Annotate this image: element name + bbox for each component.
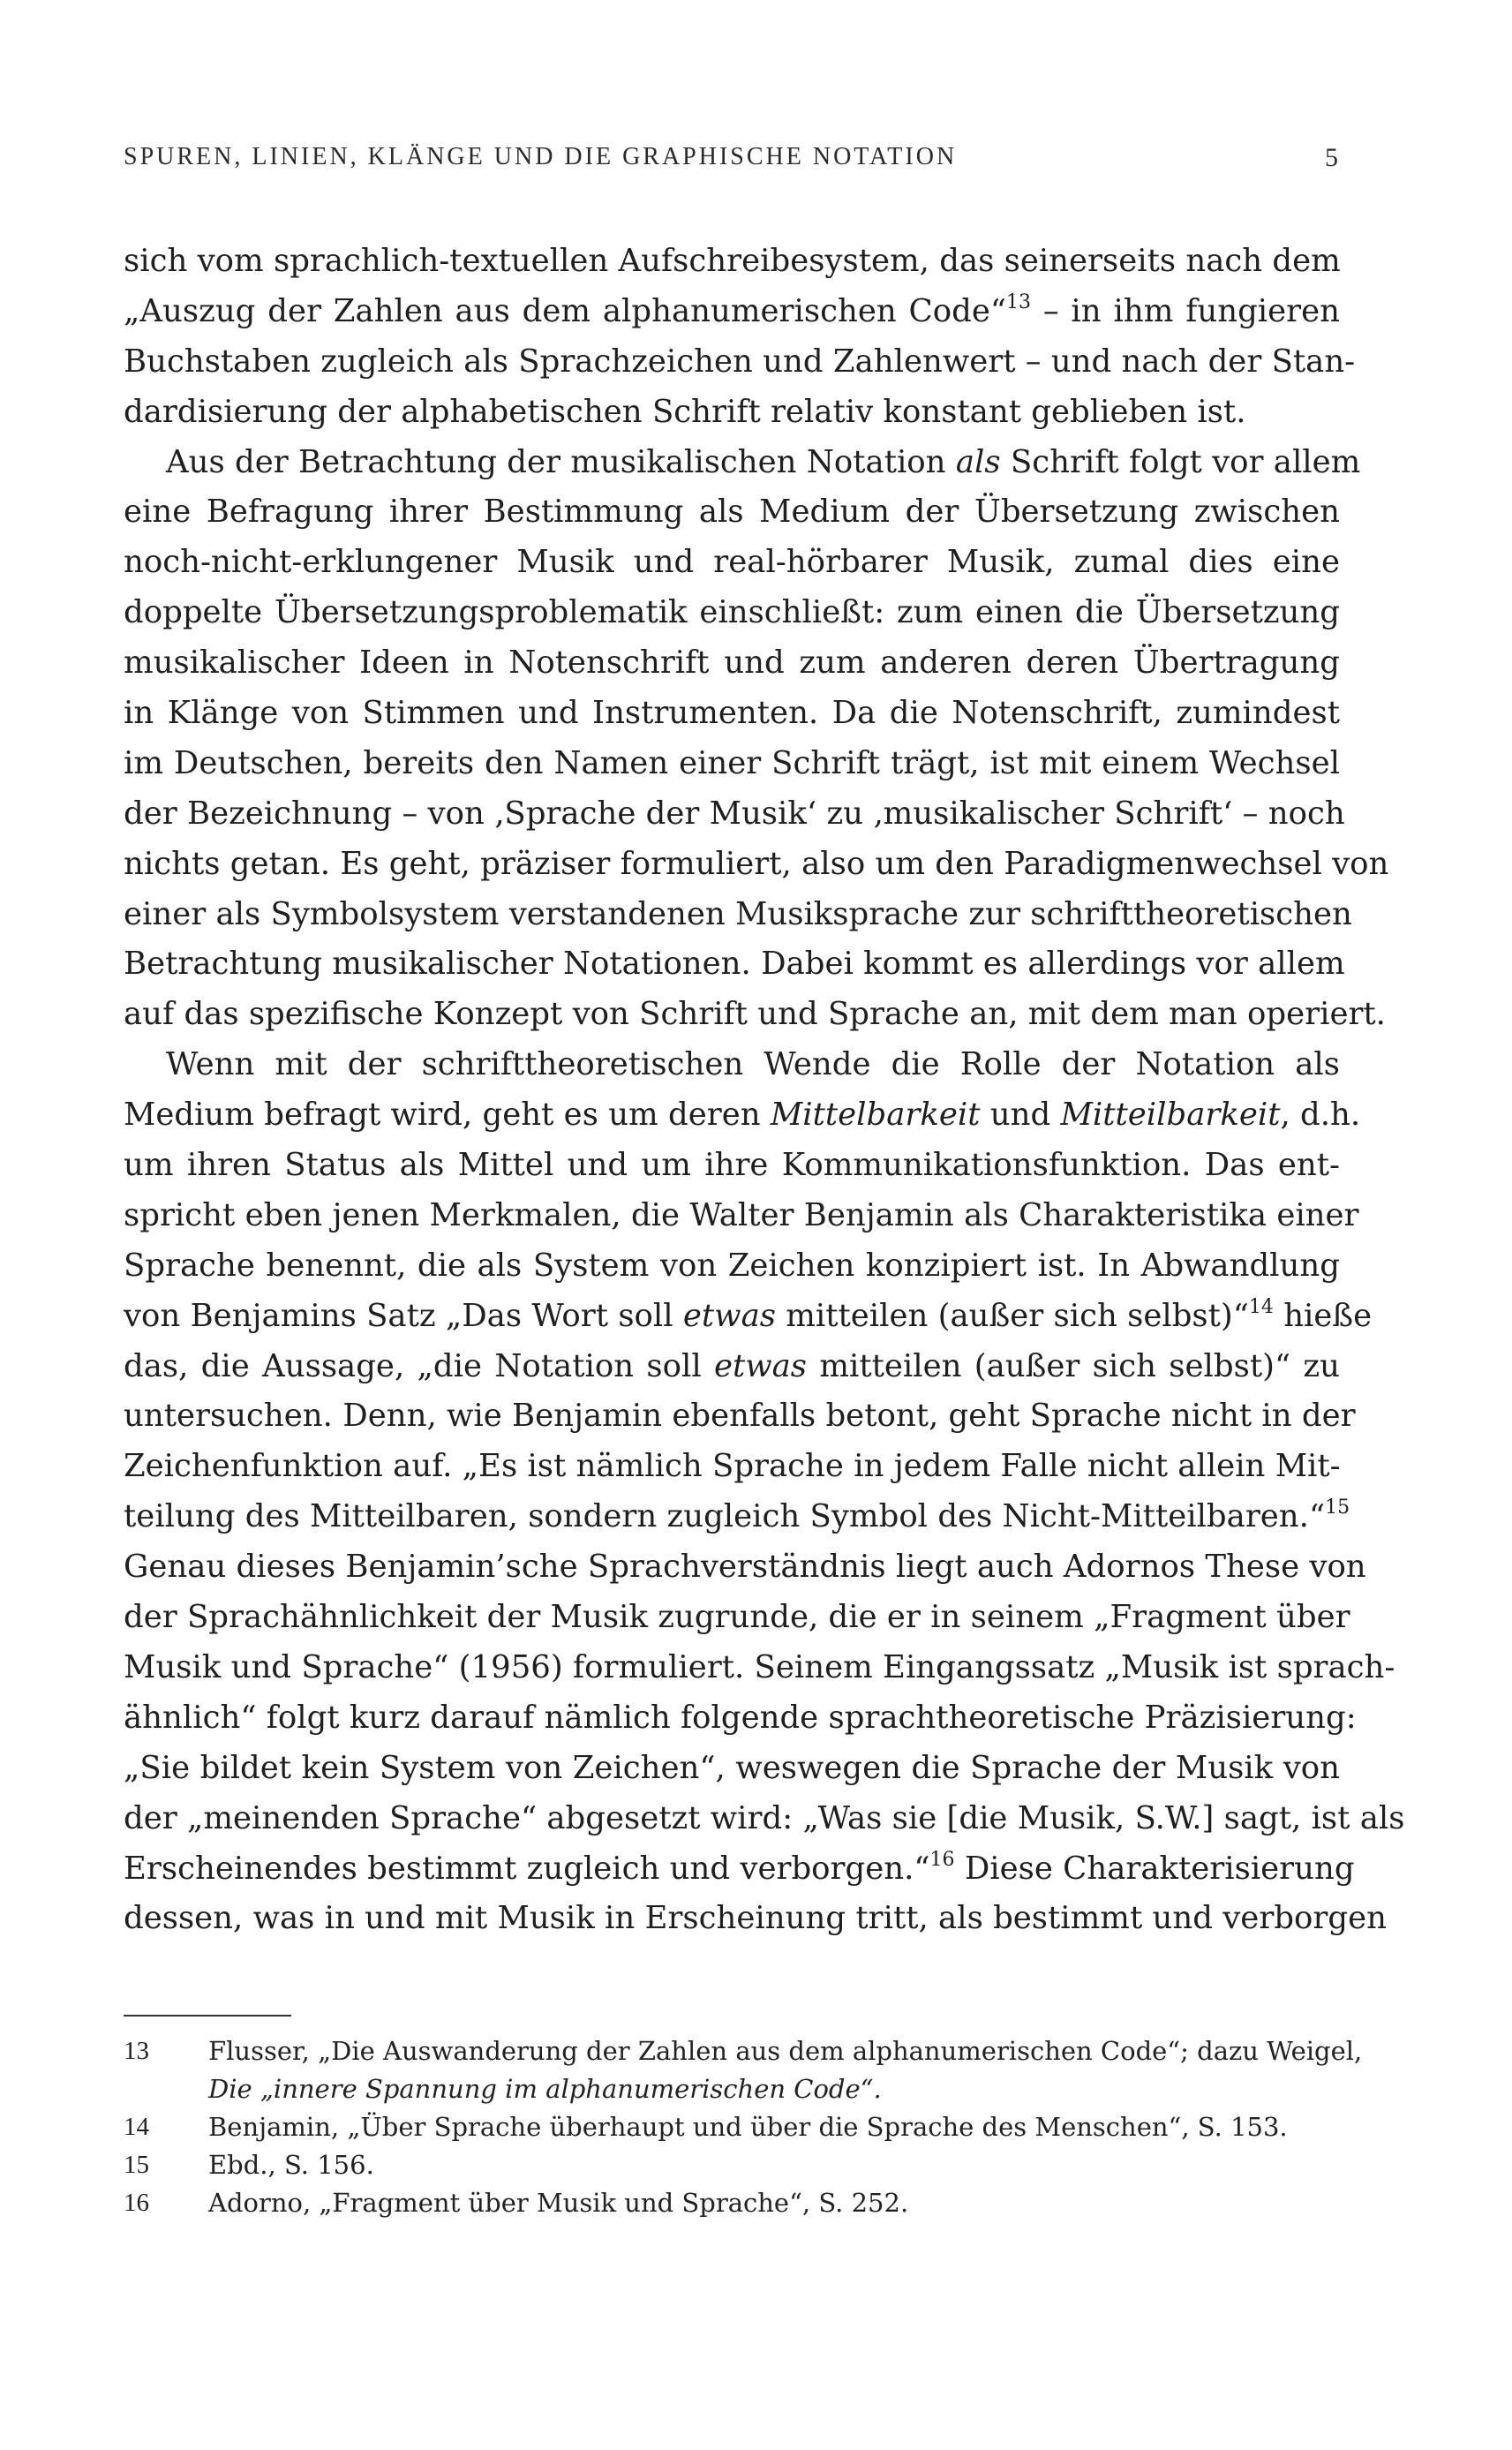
text-line: der „meinenden Sprache“ abgesetzt wird: „Was sie [die Musik, S.W.] sagt, ist als [124, 1799, 1405, 1836]
footnote-ref-13[interactable]: 13 [1005, 291, 1031, 314]
footnote-divider [124, 2015, 291, 2017]
text-line: das, die Aussage, „die Notation soll etwas mitteilen (außer sich selbst)“ zu [124, 1347, 1340, 1384]
text-line: Aus der Betrachtung der musikalischen Notation als Schrift folgt vor allem [166, 443, 1361, 480]
text-line: Zeichenfunktion auf. „Es ist nämlich Sprache in jedem Falle nicht allein Mit- [124, 1448, 1341, 1485]
footnotes [124, 2032, 1363, 2222]
footnote-text: Flusser, „Die Auswanderung der Zahlen aus dem alphanumerischen Code“; dazu Weigel, Die „innere Spannung im alphanumerischen Code“. [208, 2036, 1363, 2104]
text-line: „Sie bildet kein System von Zeichen“, weswegen die Sprache der Musik von [124, 1749, 1340, 1786]
footnote-ref-15[interactable]: 15 [1325, 1496, 1350, 1519]
text-line: um ihren Status als Mittel und um ihre Kommunikationsfunktion. Das ent- [124, 1147, 1340, 1184]
running-head [124, 143, 1338, 178]
footnote-number: 13 [124, 2037, 149, 2065]
text-line: Betrachtung musikalischer Notationen. Dabei kommt es allerdings vor allem [124, 946, 1345, 983]
text-line: von Benjamins Satz „Das Wort soll etwas mitteilen (außer sich selbst)“$^{14}$ hieße [124, 1295, 1373, 1334]
text-line: Wenn mit der schrifttheoretischen Wende die Rolle der Notation als [166, 1046, 1340, 1083]
text-line: Erscheinendes bestimmt zugleich und verborgen.“$^{16}$ Diese Charakterisierung [124, 1848, 1355, 1887]
text-line: in Klänge von Stimmen und Instrumenten. Da die Notenschrift, zumindest [124, 695, 1340, 732]
text-line: doppelte Übersetzungsproblematik einschließt: zum einen die Übersetzung [124, 594, 1340, 631]
text-line: Sprache benennt, die als System von Zeichen konzipiert ist. In Abwandlung [124, 1247, 1340, 1284]
text-line: dessen, was in und mit Musik in Erscheinung tritt, als bestimmt und verborgen [124, 1900, 1387, 1937]
text-line: auf das spezifische Konzept von Schrift und Sprache an, mit dem man operiert. [124, 996, 1386, 1033]
footnote-number: 16 [124, 2189, 149, 2217]
text-line: Medium befragt wird, geht es um deren Mittelbarkeit und Mitteilbarkeit, d.h. [124, 1097, 1361, 1134]
text-line: der Sprachähnlichkeit der Musik zugrunde, die er in seinem „Fragment über [124, 1599, 1350, 1636]
footnote-ref-16[interactable]: 16 [929, 1848, 955, 1871]
text-line: eine Befragung ihrer Bestimmung als Medium der Übersetzung zwischen [124, 494, 1340, 531]
text-line: Buchstaben zugleich als Sprachzeichen und Zahlenwert – und nach der Stan- [124, 343, 1356, 380]
text-line: der Bezeichnung – von ‚Sprache der Musik‘ zu ‚musikalischer Schrift‘ – noch [124, 795, 1345, 832]
footnote-14 [124, 2108, 1340, 2146]
footnote-number: 14 [124, 2113, 149, 2141]
text-line: untersuchen. Denn, wie Benjamin ebenfalls betont, geht Sprache nicht in der [124, 1398, 1356, 1435]
text-line: teilung des Mitteilbaren, sondern zugleich Symbol des Nicht-Mitteilbaren.“$^{15}$ [124, 1496, 1350, 1535]
text-line: Musik und Sprache“ (1956) formuliert. Seinem Eingangssatz „Musik ist sprach- [124, 1648, 1395, 1685]
footnote-13 [124, 2032, 1363, 2108]
text-line: nichts getan. Es geht, präziser formuliert, also um den Paradigmenwechsel von [124, 845, 1389, 882]
text-line: noch-nicht-erklungener Musik und real-hörbarer Musik, zumal dies eine [124, 544, 1340, 581]
text-line: sich vom sprachlich-textuellen Aufschreibesystem, das seinerseits nach dem [124, 243, 1341, 279]
running-head-title: SPUREN, LINIEN, KLÄNGE UND DIE GRAPHISCHE NOTATION [124, 143, 958, 170]
text-line: „Auszug der Zahlen aus dem alphanumerischen Code“$^{13}$ – in ihm fungieren [124, 291, 1341, 329]
text-line: dardisierung der alphabetischen Schrift relativ konstant geblieben ist. [124, 393, 1246, 430]
footnote-text: Benjamin, „Über Sprache überhaupt und über die Sprache des Menschen“, S. 153. [208, 2112, 1288, 2142]
text-line: im Deutschen, bereits den Namen einer Schrift trägt, ist mit einem Wechsel [124, 744, 1340, 781]
footnote-text: Ebd., S. 156. [208, 2150, 374, 2180]
footnote-text: Adorno, „Fragment über Musik und Sprache“, S. 252. [208, 2188, 909, 2218]
footnote-15 [124, 2146, 1340, 2184]
text-line: ähnlich“ folgt kurz darauf nämlich folgende sprachtheoretische Präzisierung: [124, 1699, 1357, 1736]
footnote-16 [124, 2184, 1340, 2222]
text-line: spricht eben jenen Merkmalen, die Walter Benjamin als Charakteristika einer [124, 1196, 1359, 1233]
footnote-number: 15 [124, 2151, 149, 2179]
text-line: musikalischer Ideen in Notenschrift und zum anderen deren Übertragung [124, 645, 1340, 682]
page-number: 5 [1325, 143, 1338, 172]
text-line: einer als Symbolsystem verstandenen Musiksprache zur schrifttheoretischen [124, 895, 1352, 932]
footnote-ref-14[interactable]: 14 [1248, 1295, 1274, 1318]
body-text [124, 237, 1405, 1944]
text-line: Genau dieses Benjamin’sche Sprachverständnis liegt auch Adornos These von [124, 1549, 1366, 1586]
